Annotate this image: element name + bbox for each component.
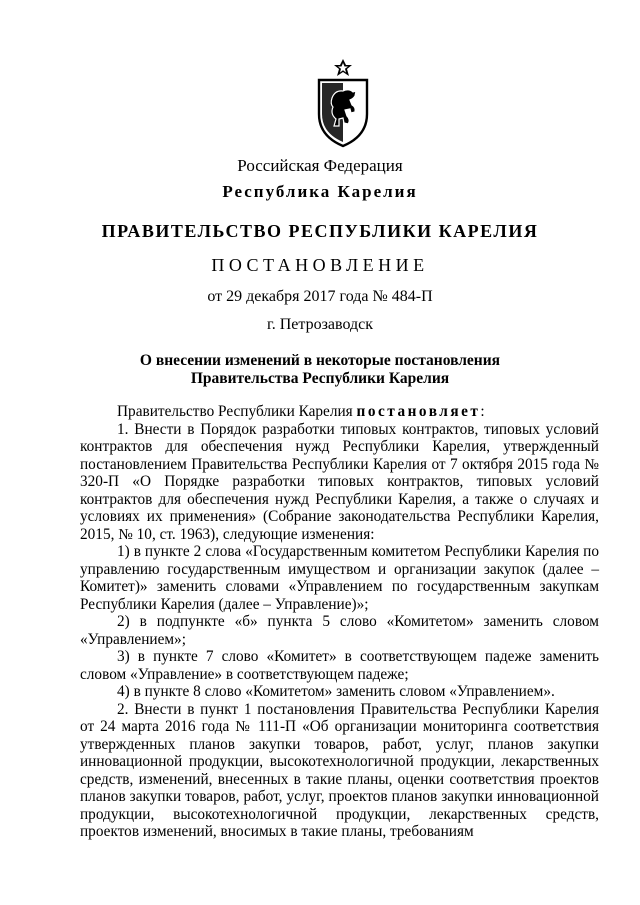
- country-name: Российская Федерация: [237, 156, 403, 175]
- subject-line-2: Правительства Республики Карелия: [190, 370, 450, 387]
- paragraph-2: 2. Внести в пункт 1 постановления Правительства Республики Карелия от 24 марта 2016 года № 111-П «Об организации мониторинга соответствия утвержденных планов закупки товаров, работ, услуг, планов закупки инновационной продукции, высокотехнологичной продукции, лекарственных средств, изменений, внесенных в такие планы, оценки соответствия проектов планов закупки товаров, работ, услуг, проектов планов закупки инновационной продукции, высокотехнологичной продукции, лекарственных средств, проектов изменений, вносимых в такие планы, требованиям: [80, 700, 599, 840]
- subject-line-1: О внесении изменений в некоторые постановления: [139, 352, 501, 369]
- intro-spaced-word: постановляет: [356, 403, 481, 420]
- item-1: 1) в пункте 2 слова «Государственным комитетом Республики Карелия по управлению государственным имуществом и организации закупок (далее – Комитет)» заменить словами «Управлением по государственным закупкам Республики Карелия (далее – Управление)»;: [80, 543, 599, 613]
- republic-name: Республика Карелия: [222, 182, 418, 201]
- emblem-star: [334, 59, 352, 76]
- document-type: ПОСТАНОВЛЕНИЕ: [211, 255, 429, 275]
- government-title: ПРАВИТЕЛЬСТВО РЕСПУБЛИКИ КАРЕЛИЯ: [101, 221, 539, 241]
- karelia-emblem-icon: [315, 58, 371, 148]
- intro-paragraph: [80, 403, 599, 421]
- document-body: [80, 403, 599, 841]
- item-4: 4) в пункте 8 слово «Комитетом» заменить словом «Управлением».: [117, 683, 555, 700]
- date-line: от 29 декабря 2017 года № 484-П: [207, 288, 433, 305]
- intro-suffix: :: [480, 403, 485, 420]
- paragraph-1: 1. Внести в Порядок разработки типовых контрактов, типовых условий контрактов для обеспечения нужд Республики Карелия, утвержденный постановлением Правительства Республики Карелия от 7 октября 2015 года № 320-П «О Порядке разработки типовых контрактов, типовых условий контрактов для обеспечения нужд Республики Карелия, а также о случаях и условиях их применения» (Собрание законодательства Республики Карелия, 2015, № 10, ст. 1963), следующие изменения:: [80, 420, 599, 543]
- item-3: 3) в пункте 7 слово «Комитет» в соответствующем падеже заменить словом «Управление» в соответствующем падеже;: [80, 648, 599, 683]
- intro-prefix: Правительство Республики Карелия: [117, 403, 357, 420]
- item-2: 2) в подпункте «б» пункта 5 слово «Комитетом» заменить словом «Управлением»;: [80, 613, 599, 648]
- city: г. Петрозаводск: [266, 316, 374, 333]
